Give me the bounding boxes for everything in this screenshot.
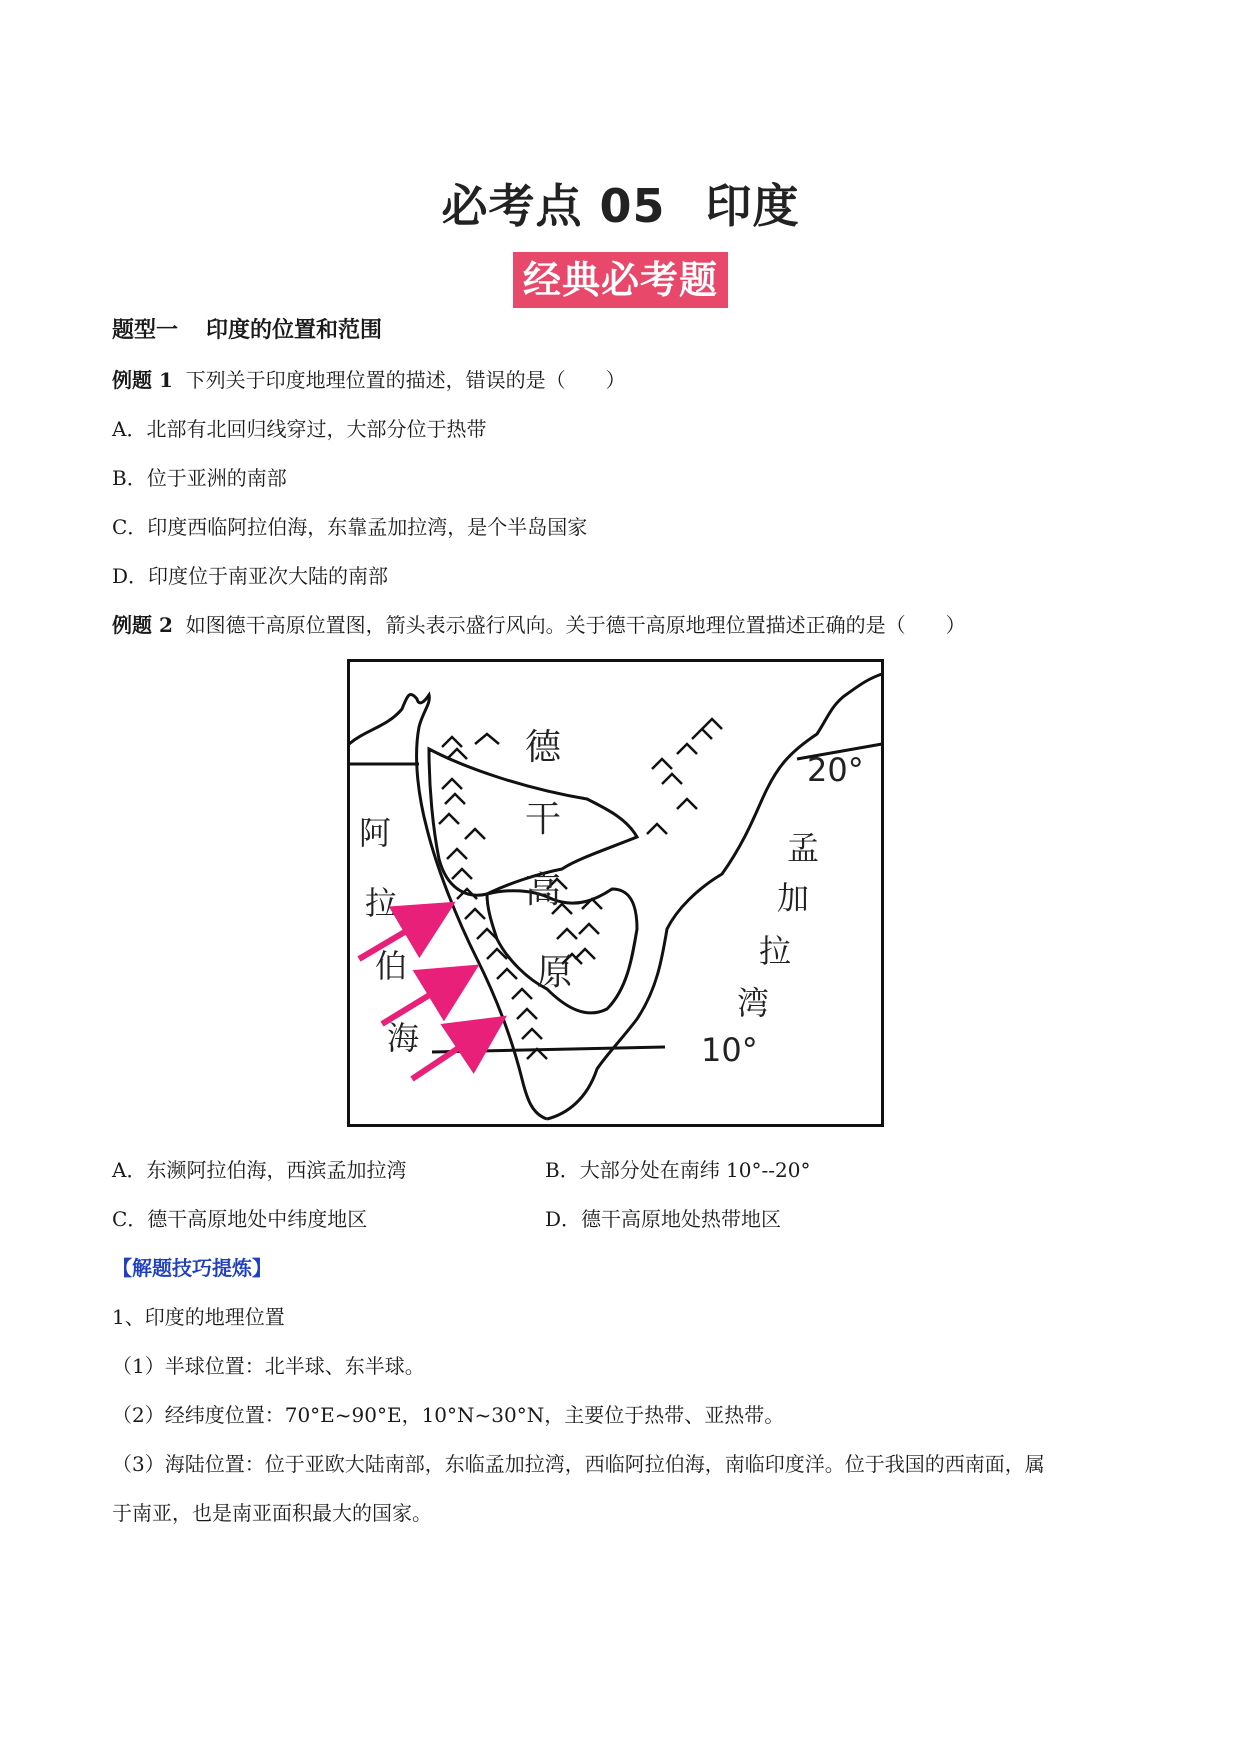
question-1-option-b: B．位于亚洲的南部 <box>112 466 287 490</box>
plateau-char-4: 原 <box>537 952 574 993</box>
question-2-option-d: D．德干高原地处热带地区 <box>545 1207 782 1231</box>
section-heading <box>112 316 382 346</box>
bay-east-char-2: 加 <box>777 879 810 917</box>
plateau-char-1: 德 <box>525 727 562 768</box>
question-2-option-c: C．德干高原地处中纬度地区 <box>112 1207 368 1231</box>
title-main: 必考点 05 <box>441 179 666 233</box>
sea-west-char-3: 伯 <box>375 947 408 985</box>
question-1-stem <box>112 365 626 395</box>
question-1-label: 例题 1 <box>112 368 173 392</box>
tips-item-1: 1、印度的地理位置 <box>112 1305 285 1329</box>
tips-heading: 【解题技巧提炼】 <box>112 1256 272 1280</box>
plateau-char-3: 高 <box>525 870 562 911</box>
classic-questions-badge: 经典必考题 <box>513 252 728 308</box>
deccan-plateau-map <box>347 659 884 1127</box>
page-title <box>0 170 1241 236</box>
badge-row <box>0 252 1241 308</box>
question-1-option-a: A．北部有北回归线穿过，大部分位于热带 <box>112 417 487 441</box>
question-2-option-a: A．东濒阿拉伯海，西滨孟加拉湾 <box>112 1158 407 1182</box>
question-2-label: 例题 2 <box>112 613 173 637</box>
tips-paragraph-3-line-2: 于南亚，也是南亚面积最大的国家。 <box>112 1501 432 1525</box>
question-2-text: 如图德干高原位置图，箭头表示盛行风向。关于德干高原地理位置描述正确的是（ ） <box>185 613 966 637</box>
sea-west-char-1: 阿 <box>359 814 392 852</box>
tips-paragraph-2: （2）经纬度位置：70°E~90°E，10°N~30°N，主要位于热带、亚热带。 <box>112 1403 785 1427</box>
tips-paragraph-1: （1）半球位置：北半球、东半球。 <box>112 1354 425 1378</box>
tips-paragraph-3-line-1: （3）海陆位置：位于亚欧大陆南部，东临孟加拉湾，西临阿拉伯海，南临印度洋。位于我国的西南面，属 <box>112 1452 1045 1476</box>
question-1-text: 下列关于印度地理位置的描述，错误的是（ ） <box>185 368 626 392</box>
lat-10-label: 10° <box>701 1031 758 1069</box>
sea-west-char-4: 海 <box>387 1019 420 1057</box>
section-type-title: 印度的位置和范围 <box>206 318 383 343</box>
bay-east-char-3: 拉 <box>759 932 792 970</box>
bay-east-char-1: 孟 <box>787 829 820 867</box>
title-topic: 印度 <box>705 179 800 233</box>
plateau-char-2: 干 <box>525 799 562 840</box>
section-type-label: 题型一 <box>112 318 179 343</box>
question-2-stem <box>112 610 966 640</box>
question-1-option-d: D．印度位于南亚次大陆的南部 <box>112 564 389 588</box>
lat-20-label: 20° <box>807 751 864 789</box>
question-1-option-c: C．印度西临阿拉伯海，东靠孟加拉湾，是个半岛国家 <box>112 515 588 539</box>
question-2-option-b: B．大部分处在南纬 10°--20° <box>545 1158 811 1182</box>
sea-west-char-2: 拉 <box>365 884 398 922</box>
bay-east-char-4: 湾 <box>737 984 770 1022</box>
